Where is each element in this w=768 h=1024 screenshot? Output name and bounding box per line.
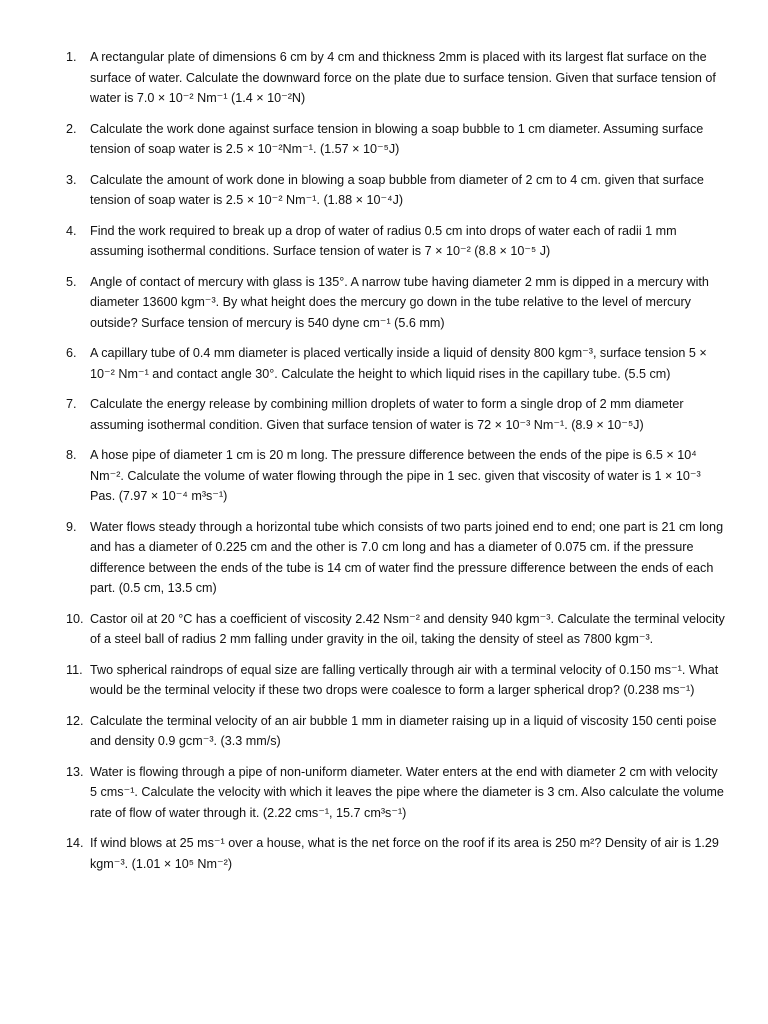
problem-text: Castor oil at 20 °C has a coefficient of viscosity 2.42 Nsm⁻² and density 940 kgm⁻³. Calculate the terminal velocity of a steel ball of radius 2 mm falling under gravity in the oil, taking the density of steel as 7800 kgm⁻³. [90,611,725,646]
problem-item [66,711,728,752]
problem-item [66,119,728,160]
problem-number: 10. [66,611,84,626]
problem-number: 8. [66,448,77,462]
problem-item [66,609,728,650]
problem-number: 3. [66,172,77,187]
problem-item [66,47,728,109]
problem-text: Two spherical raindrops of equal size are falling vertically through air with a terminal velocity of 0.150 ms⁻¹. What would be the terminal velocity if these two drops were coalesce to form a larger spherical drop? (0.238 ms⁻¹) [90,662,719,697]
problem-text: Calculate the work done against surface tension in blowing a soap bubble to 1 cm diameter. Assuming surface tension of soap water is 2.5 × 10⁻²Nm⁻¹. (1.57 × 10⁻⁵J) [90,121,704,156]
problem-text: Calculate the energy release by combining million droplets of water to form a single drop of 2 mm diameter assuming isothermal condition. Given that surface tension of water is 72 × 10⁻³ Nm⁻¹. (8.9 × 10⁻⁵J) [90,397,684,432]
problem-number: 12. [66,713,84,728]
problem-number: 11. [66,662,83,677]
problem-text: Water flows steady through a horizontal tube which consists of two parts joined end to end; one part is 21 cm long and has a diameter of 0.225 cm and the other is 7.0 cm long and has a diameter of 0.075 cm. if the pressure difference between the ends of the tube is 14 cm of water find the pressure difference between the ends of each part. (0.5 cm, 13.5 cm) [90,519,724,595]
problem-text: A rectangular plate of dimensions 6 cm by 4 cm and thickness 2mm is placed with its largest flat surface on the surface of water. Calculate the downward force on the plate due to surface tension. Given that surface tension of water is 7.0 × 10⁻² Nm⁻¹ (1.4 × 10⁻²N) [90,50,716,105]
problem-text: Angle of contact of mercury with glass is 135°. A narrow tube having diameter 2 mm is dipped in a mercury with diameter 13600 kgm⁻³. By what height does the mercury go down in the tube relative to the level of mercury outside? Surface tension of mercury is 540 dyne cm⁻¹ (5.6 mm) [90,274,709,330]
problem-text: A capillary tube of 0.4 mm diameter is placed vertically inside a liquid of density 800 kgm⁻³, surface tension 5 × 10⁻² Nm⁻¹ and contact angle 30°. Calculate the height to which liquid rises in the capillary tube. (5.5 cm) [90,346,707,381]
problem-item [66,221,728,262]
problem-number: 7. [66,397,77,411]
problem-number: 5. [66,274,77,289]
problem-text: Calculate the terminal velocity of an air bubble 1 mm in diameter raising up in a liquid of viscosity 150 centi poise and density 0.9 gcm⁻³. (3.3 mm/s) [90,713,717,748]
problem-item [66,517,728,599]
problem-number: 1. [66,50,77,64]
problem-text: Calculate the amount of work done in blowing a soap bubble from diameter of 2 cm to 4 cm. given that surface tension of soap water is 2.5 × 10⁻² Nm⁻¹. (1.88 × 10⁻⁴J) [90,172,704,207]
problem-text: A hose pipe of diameter 1 cm is 20 m long. The pressure difference between the ends of the pipe is 6.5 × 10⁴ Nm⁻². Calculate the volume of water flowing through the pipe in 1 sec. given that viscosity of water is 1 × 10⁻³ Pas. (7.97 × 10⁻⁴ m³s⁻¹) [90,448,701,503]
problem-item [66,833,728,874]
problem-number: 13. [66,764,84,779]
problem-number: 9. [66,519,77,534]
problem-item [66,272,728,334]
problem-number: 4. [66,223,77,238]
problem-number: 14. [66,836,84,850]
problem-list [66,47,728,874]
problem-item [66,170,728,211]
problem-text: Find the work required to break up a drop of water of radius 0.5 cm into drops of water each of radii 1 mm assuming isothermal conditions. Surface tension of water is 7 × 10⁻² (8.8 × 10⁻⁵ J) [90,223,677,258]
problem-item [66,660,728,701]
problem-item [66,445,728,507]
problem-number: 2. [66,121,77,136]
problem-item [66,343,728,384]
problem-item [66,394,728,435]
problem-number: 6. [66,346,77,360]
problem-text: If wind blows at 25 ms⁻¹ over a house, what is the net force on the roof if its area is 250 m²? Density of air is 1.29 kgm⁻³. (1.01 × 10⁵ Nm⁻²) [90,836,719,871]
problem-item [66,762,728,824]
problem-text: Water is flowing through a pipe of non-uniform diameter. Water enters at the end with diameter 2 cm with velocity 5 cms⁻¹. Calculate the velocity with which it leaves the pipe where the diameter is 3 cm. Also calculate the volume rate of flow of water through it. (2.22 cms⁻¹, 15.7 cm³s⁻¹) [90,764,724,820]
